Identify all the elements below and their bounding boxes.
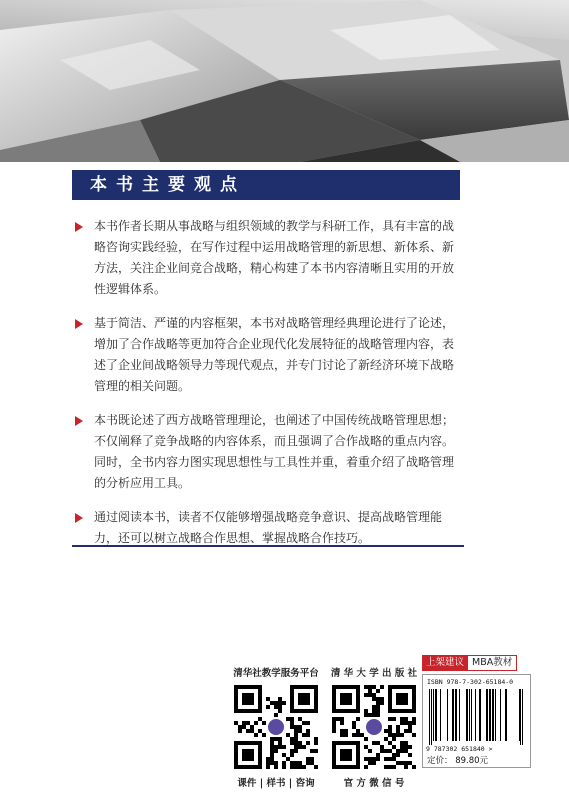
shelving-label: 上架建议 (422, 655, 468, 671)
qr-code-icon[interactable] (332, 685, 416, 769)
list-item (72, 507, 464, 549)
list-item (72, 216, 464, 300)
triangle-bullet-icon (75, 416, 83, 426)
barcode-digits: 9 787302 651840 > (426, 745, 493, 753)
point-text: 本书既论述了西方战略管理理论，也阐述了中国传统战略管理思想；不仅阐释了竞争战略的内容体系，而且强调了合作战略的重点内容。同时，全书内容力图实现思想性与工具性并重，着重介绍了战略管理的分析应用工具。 (94, 413, 455, 490)
list-item (72, 313, 464, 397)
barcode-box (422, 674, 531, 768)
point-text: 基于简洁、严谨的内容框架，本书对战略管理经典理论进行了论述，增加了合作战略等更加符合企业现代化发展特征的战略管理内容，表述了企业间战略领导力等现代观点，并专门讨论了新经济环境下战略管理的相关问题。 (94, 316, 455, 393)
section-banner (72, 170, 460, 200)
point-text: 本书作者长期从事战略与组织领域的教学与科研工作，具有丰富的战略咨询实践经验，在写作过程中运用战略管理的新思想、新体系、新方法，关注企业间竞合战略，精心构建了本书内容清晰且实用的开放性逻辑体系。 (94, 219, 455, 296)
list-item (72, 410, 464, 494)
qr-title: 清 华 大 学 出 版 社 (330, 668, 418, 679)
qr-caption: 课件 | 样书 | 咨询 (237, 778, 315, 789)
isbn-text: ISBN 978-7-302-65184-0 (427, 678, 514, 686)
shelving-suggestion (422, 655, 517, 671)
section-title: 本书主要观点 (90, 175, 246, 195)
shelving-value: MBA教材 (468, 655, 517, 671)
point-text: 通过阅读本书，读者不仅能够增强战略竞争意识、提高战略管理能力，还可以树立战略合作思想、掌握战略合作技巧。 (94, 510, 443, 545)
triangle-bullet-icon (75, 222, 83, 232)
triangle-bullet-icon (75, 513, 83, 523)
qr-block-teaching-platform (228, 665, 324, 789)
architecture-photo (0, 0, 569, 162)
cover-photo (0, 0, 569, 162)
qr-title: 清华社教学服务平台 (233, 668, 319, 679)
barcode-icon (427, 689, 526, 745)
qr-caption: 官 方 微 信 号 (343, 778, 405, 789)
qr-code-icon[interactable] (234, 685, 318, 769)
triangle-bullet-icon (75, 319, 83, 329)
qr-block-press-wechat (326, 665, 422, 789)
price: 定价： 89.80元 (427, 756, 489, 766)
key-points-list (72, 216, 464, 549)
divider (72, 545, 464, 547)
